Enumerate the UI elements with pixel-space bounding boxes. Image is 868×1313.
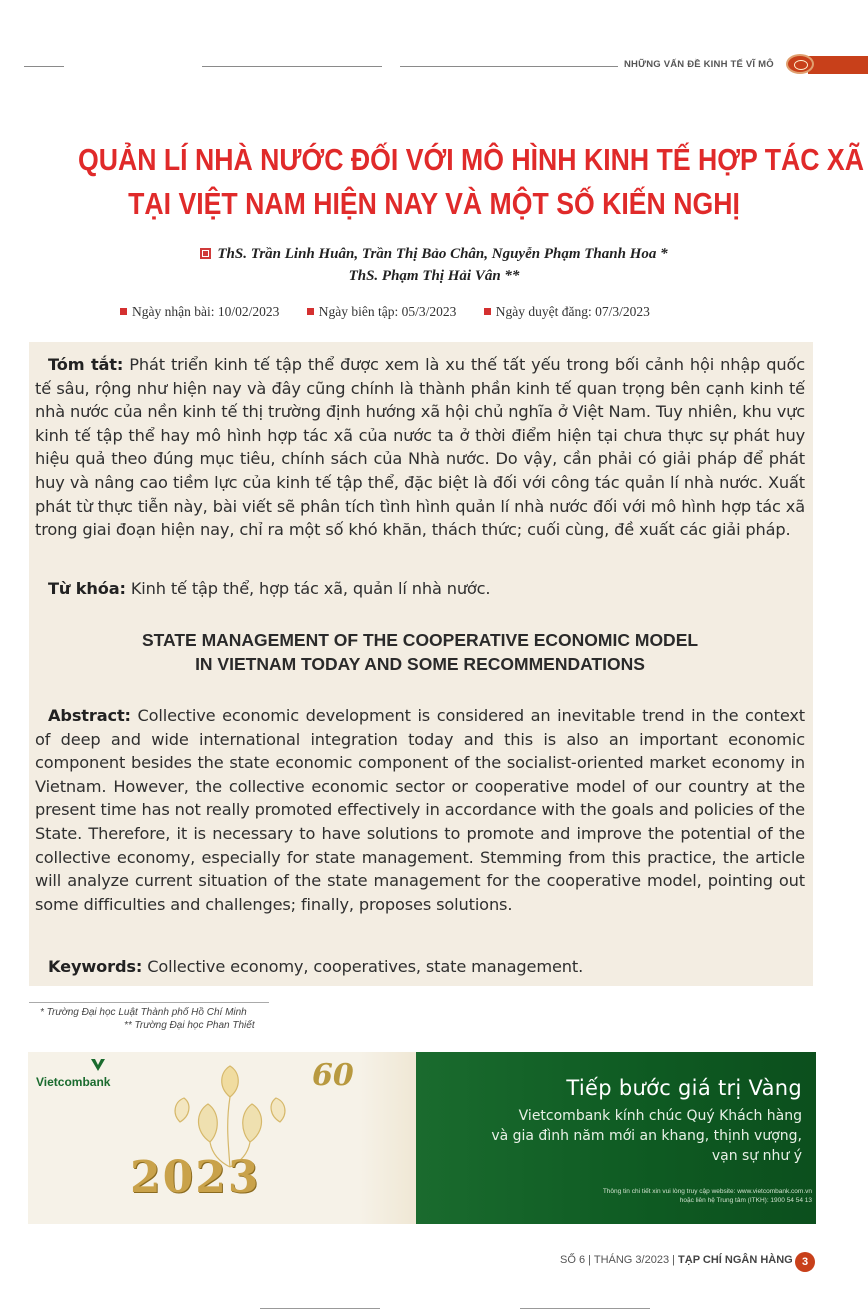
header-tab: [808, 56, 868, 74]
page-number: 3: [795, 1252, 815, 1272]
footer-journal: TẠP CHÍ NGÂN HÀNG: [678, 1254, 793, 1266]
vietcombank-logo-icon: [90, 1058, 106, 1072]
header-rule-mid: [202, 66, 382, 67]
en-abstract: [35, 704, 805, 916]
date-edited: [307, 304, 457, 320]
summary-label: Tóm tắt:: [48, 355, 124, 374]
authors-line1: [0, 246, 868, 263]
date-received-text: Ngày nhận bài: 10/02/2023: [132, 304, 280, 319]
header-rule-left: [24, 66, 64, 67]
footer-sep-1: |: [588, 1254, 594, 1266]
banner-message-line2: và gia đình năm mới an khang, thịnh vượng,: [491, 1128, 802, 1144]
summary-text: Phát triển kinh tế tập thể được xem là xu thế tất yếu trong bối cảnh hội nhập quốc tế sâu, rộng như hiện nay và đây cũng chính là thành phần kinh tế quan trọng bên cạnh kinh tế nhà nước của nền kinh tế thị trường định hướng xã hội chủ nghĩa ở Việt Nam. Tuy nhiên, khu vực kinh tế tập thể hay mô hình hợp tác xã của nước ta ở thời điểm hiện tại chưa thực sự phát huy hiệu quả theo đúng mục tiêu, chính sách của Nhà nước. Do vậy, cần phải có giải pháp để phát huy và nâng cao tiềm lực của kinh tế tập thể, đặc biệt là đối với công tác quản lí nhà nước. Xuất phát từ thực tiễn này, bài viết sẽ phân tích tình hình quản lí nhà nước đối với mô hình hợp tác xã trong giai đoạn hiện nay, chỉ ra một số khó khăn, thách thức; cuối cùng, đề xuất các giải pháp.: [35, 355, 806, 540]
date-edited-text: Ngày biên tập: 05/3/2023: [318, 304, 457, 319]
date-approved: [484, 304, 650, 320]
en-keywords-label: Keywords:: [48, 957, 143, 976]
banner-brand: Vietcombank: [36, 1075, 111, 1089]
banner-contact-line2: hoặc liên hệ Trung tâm (ITKH): 1900 54 54 13: [679, 1197, 812, 1204]
date-approved-text: Ngày duyệt đăng: 07/3/2023: [495, 304, 650, 319]
banner-message: [420, 1106, 802, 1166]
vn-keywords: [35, 577, 805, 601]
banner-year: 2023: [130, 1152, 261, 1203]
article-title-line1: QUẢN LÍ NHÀ NƯỚC ĐỐI VỚI MÔ HÌNH KINH TẾ HỢP TÁC XÃ: [77, 142, 864, 177]
bottom-rule-2: [520, 1308, 650, 1309]
article-dates: [120, 304, 760, 320]
bullet-icon: [484, 308, 491, 315]
footer-issue: SỐ 6: [560, 1254, 586, 1266]
bullet-icon: [120, 308, 127, 315]
english-title-line1: STATE MANAGEMENT OF THE COOPERATIVE ECONOMIC MODEL: [141, 630, 699, 650]
bullet-icon: [307, 308, 314, 315]
footer-sep-2: |: [672, 1254, 679, 1266]
banner-contact: [420, 1187, 812, 1205]
authors-text-1: ThS. Trần Linh Huân, Trần Thị Bảo Chân, Nguyễn Phạm Thanh Hoa *: [217, 246, 668, 262]
date-received: [120, 304, 279, 320]
footnote-2: ** Trường Đại học Phan Thiết: [124, 1020, 255, 1031]
abstract-text: Collective economic development is considered an inevitable trend in the context of deep and wide international integration today and this is also an important economic component besides the state economic component of the socialist-oriented market economy in Vietnam. However, the collective economic sector or cooperative model of our country at the present time has not really promoted effectively in accordance with the goals and policies of the State. Therefore, it is necessary to have solutions to promote and improve the potential of the collective economy, especially for state management. Stemming from this practice, the article will analyze current situation of the state management for the cooperative model, pointing out some difficulties and challenges; finally, proposes solutions.: [35, 706, 805, 914]
journal-emblem-icon: [786, 54, 814, 74]
bottom-rule-1: [260, 1308, 380, 1309]
banner-message-line1: Vietcombank kính chúc Quý Khách hàng: [518, 1108, 802, 1124]
footer-month: THÁNG 3/2023: [593, 1254, 670, 1266]
author-icon: [200, 248, 211, 259]
page-footer: [560, 1254, 793, 1266]
banner-headline: Tiếp bước giá trị Vàng: [566, 1076, 802, 1100]
vn-keywords-text: Kinh tế tập thể, hợp tác xã, quản lí nhà nước.: [130, 579, 491, 598]
authors-line2: ThS. Phạm Thị Hải Vân **: [348, 268, 520, 284]
header-rule-right: [400, 66, 618, 67]
banner-contact-line1: Thông tin chi tiết xin vui lòng truy cập website: www.vietcombank.com.vn: [602, 1188, 812, 1195]
vn-summary: [35, 353, 805, 542]
article-title-line2: TẠI VIỆT NAM HIỆN NAY VÀ MỘT SỐ KIẾN NGHỊ: [128, 186, 740, 221]
en-keywords: [35, 955, 805, 979]
banner-message-line3: vạn sự như ý: [711, 1148, 802, 1164]
english-title-line2: IN VIETNAM TODAY AND SOME RECOMMENDATIONS: [195, 654, 645, 674]
banner-anniversary: 60: [312, 1058, 354, 1093]
en-keywords-text: Collective economy, cooperatives, state management.: [147, 957, 584, 976]
abstract-label: Abstract:: [48, 706, 131, 725]
footnote-rule: [29, 1002, 269, 1003]
header-section-label: NHỮNG VẤN ĐỀ KINH TẾ VĨ MÔ: [624, 59, 774, 70]
footnote-1: * Trường Đại học Luật Thành phố Hồ Chí Minh: [40, 1007, 247, 1018]
vn-keywords-label: Từ khóa:: [48, 579, 126, 598]
